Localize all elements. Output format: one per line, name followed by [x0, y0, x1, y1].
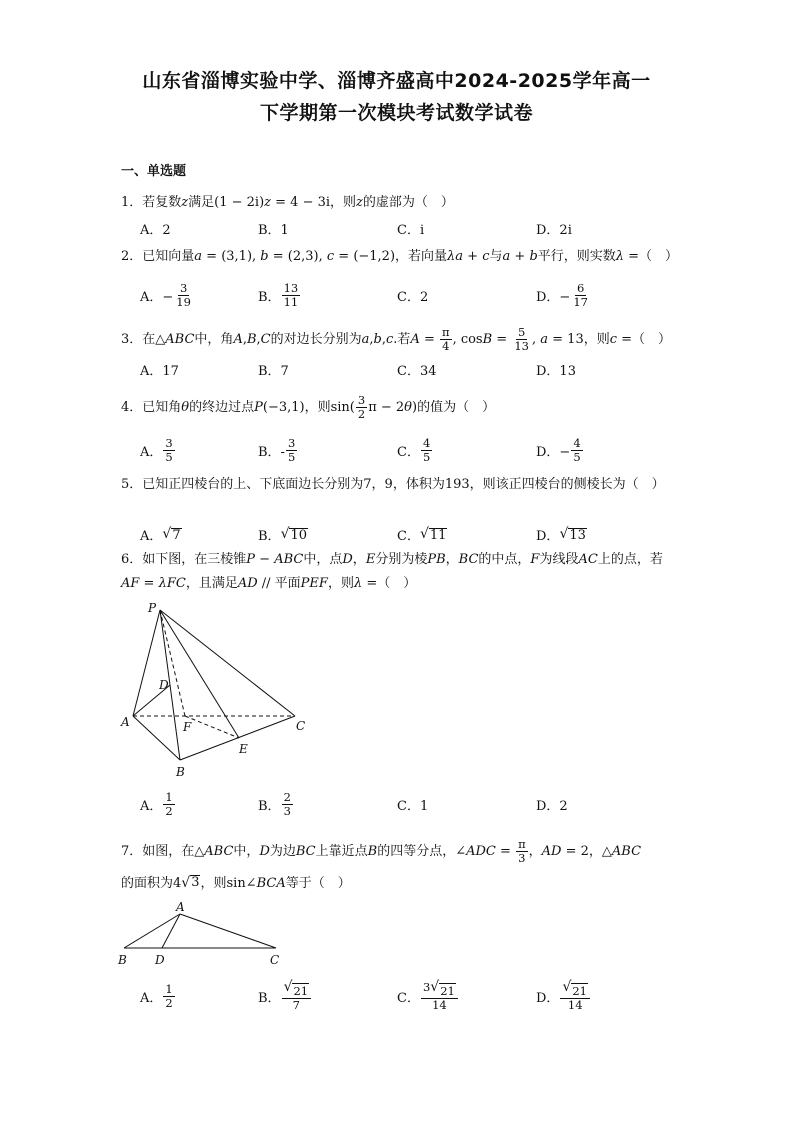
fig7-label-b: B — [118, 953, 127, 967]
question-6: 6．如下图，在三棱锥P − ABC中，点D，E分别为棱PB，BC的中点，F为线段AC上的点，若AF = λFC，且满足AD // 平面PEF，则λ =（ ） — [121, 552, 663, 591]
figure-7-triangle — [112, 898, 292, 970]
q1-option-c[interactable]: C．i — [397, 222, 425, 238]
q5-option-a[interactable]: A． √ 7 — [140, 525, 181, 544]
q6-option-d[interactable]: D．2 — [536, 798, 568, 814]
question-5: 5．已知正四棱台的上、下底面边长分别为7，9，体积为193，则该正四棱台的侧棱长为（ ） — [121, 477, 665, 492]
fig6-label-d: D — [159, 678, 169, 692]
q5-option-d[interactable]: D． √ 13 — [536, 525, 586, 544]
question-2-options — [140, 280, 660, 310]
q3-option-c[interactable]: C．34 — [397, 363, 437, 379]
question-6-options — [140, 789, 660, 819]
q6-option-c[interactable]: C．1 — [397, 798, 429, 814]
question-3-options — [140, 354, 660, 384]
figure-6-tetrahedron — [115, 598, 315, 783]
q6-option-a[interactable]: A． $\frac{1}{2}$ — [140, 789, 173, 818]
q1-option-d[interactable]: D．2i — [536, 222, 572, 238]
fig6-label-b: B — [176, 765, 185, 779]
q4-option-c[interactable]: C． $\frac{4}{5}$ — [397, 435, 431, 464]
q6-option-b[interactable]: B． $\frac{2}{3}$ — [258, 789, 291, 818]
question-2: 2．已知向量a = (3,1), b = (2,3), c = (−1,2)，若向量λa + c与a + b平行，则实数λ =（ ） — [121, 249, 679, 264]
section-heading: 一、单选题 — [121, 164, 187, 179]
q3-option-d[interactable]: D．13 — [536, 363, 576, 379]
fig6-label-a: A — [121, 715, 130, 729]
fig7-label-d: D — [155, 953, 165, 967]
q7-option-c[interactable]: C． 3 √ 21 14 — [397, 981, 459, 1011]
fig6-label-e: E — [239, 742, 248, 756]
q2-option-d[interactable]: D．− $\frac{6}{17}$ — [536, 280, 588, 309]
q4-option-d[interactable]: D．− $\frac{4}{5}$ — [536, 435, 581, 464]
question-1-options — [140, 213, 660, 243]
question-5-options — [140, 519, 660, 549]
question-1: 1．若复数z满足(1 − 2i)z = 4 − 3i，则z的虚部为（ ） — [121, 195, 454, 210]
q5-option-b[interactable]: B． √ 10 — [258, 525, 308, 544]
question-4-options — [140, 435, 660, 465]
q3-option-a[interactable]: A．17 — [140, 363, 179, 379]
q3-option-b[interactable]: B．7 — [258, 363, 289, 379]
exam-title-line2: 下学期第一次模块考试数学试卷 — [259, 102, 533, 124]
fig7-label-c: C — [270, 953, 280, 967]
q1-option-a[interactable]: A．2 — [140, 222, 171, 238]
q4-option-b[interactable]: B．- $\frac{3}{5}$ — [258, 435, 296, 464]
question-7-options — [140, 978, 660, 1012]
q5-option-c[interactable]: C． √ 11 — [397, 525, 447, 544]
question-4: 4．已知角θ的终边过点P(−3,1)，则sin( $\frac{3}{2}$ π − 2θ)的值为（ ） — [121, 393, 496, 421]
q1-option-b[interactable]: B．1 — [258, 222, 289, 238]
exam-title-line1: 山东省淄博实验中学、淄博齐盛高中2024-2025学年高一 — [142, 70, 651, 92]
q7-option-b[interactable]: B． √ 21 7 — [258, 981, 312, 1011]
q4-option-a[interactable]: A． $\frac{3}{5}$ — [140, 435, 173, 464]
q2-option-a[interactable]: A．− $\frac{3}{19}$ — [140, 280, 191, 309]
q7-option-a[interactable]: A． $\frac{1}{2}$ — [140, 981, 173, 1010]
question-7-line2: 的面积为4 √ 3 ，则sin∠BCA等于（ ） — [121, 875, 351, 891]
question-3: 3．在△ABC中，角A,B,C的对边长分别为a,b,c.若A = $\frac{\pi}{4}$ , cosB = $\frac{5}{13}$ , a = 13，则c =（ ） — [121, 325, 672, 353]
q2-option-c[interactable]: C．2 — [397, 289, 429, 305]
fig6-label-c: C — [296, 719, 306, 733]
q2-option-b[interactable]: B． $\frac{13}{11}$ — [258, 280, 299, 309]
fig6-label-p: P — [148, 601, 157, 615]
fig6-label-f: F — [183, 720, 192, 734]
fig7-label-a: A — [176, 900, 185, 914]
question-7-line1: 7．如图，在△ABC中，D为边BC上靠近点B的四等分点，∠ADC = $\frac{\pi}{3}$ ，AD = 2，△ABC — [121, 837, 642, 865]
q7-option-d[interactable]: D． √ 21 14 — [536, 981, 591, 1011]
